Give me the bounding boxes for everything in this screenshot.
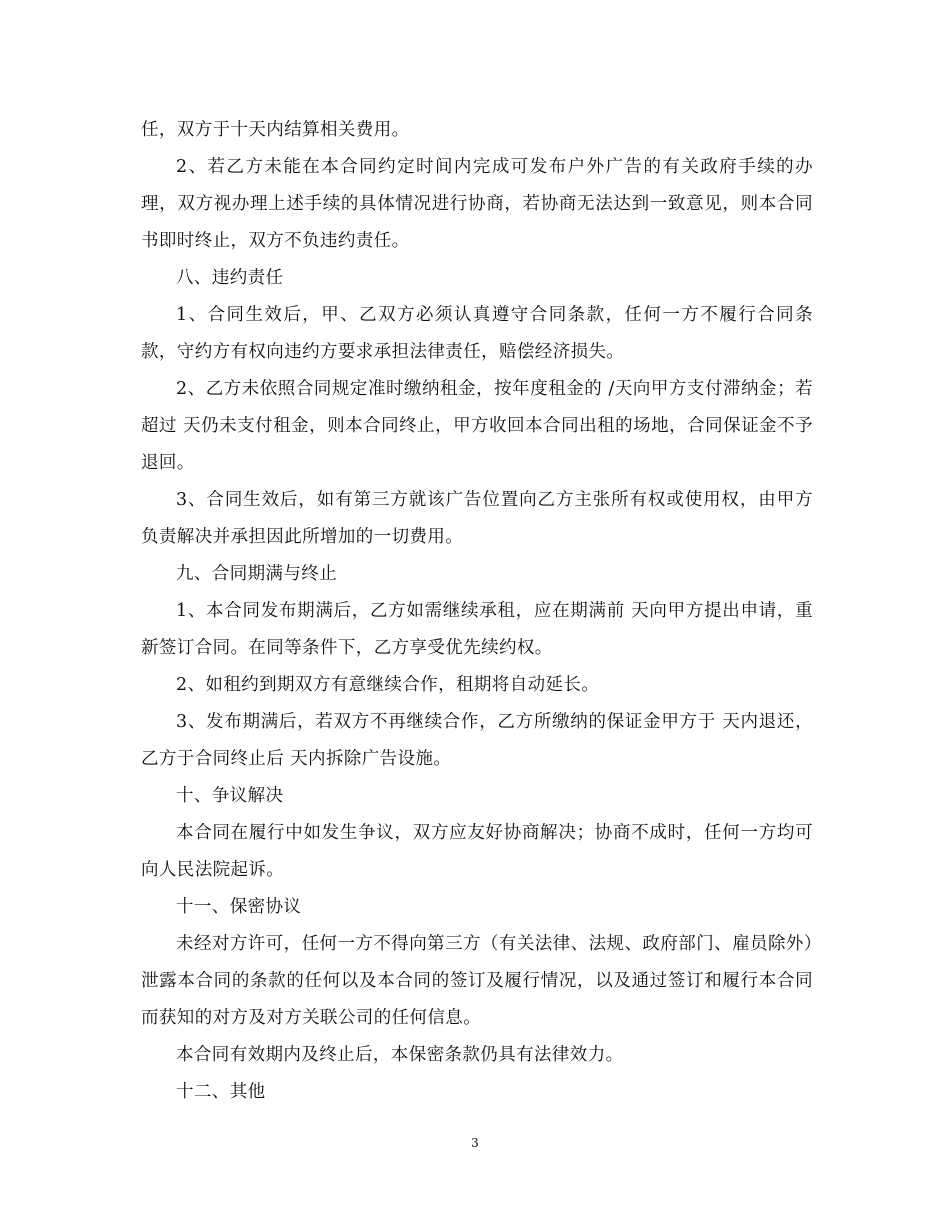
paragraph-clause-11-2: 本合同有效期内及终止后，本保密条款仍具有法律效力。 xyxy=(176,1045,624,1065)
section-heading-dispute-resolution: 十、争议解决 xyxy=(176,786,284,806)
section-heading-other: 十二、其他 xyxy=(176,1082,266,1102)
paragraph-clause-8-3: 3、合同生效后，如有第三方就该广告位置向乙方主张所有权或使用权，由甲方负责解决并承担因此所增加的一切费用。 xyxy=(141,490,813,547)
paragraph-clause-9-3: 3、发布期满后，若双方不再继续合作，乙方所缴纳的保证金甲方于 天内退还，乙方于合同终止后 天内拆除广告设施。 xyxy=(141,712,813,769)
section-heading-confidentiality: 十一、保密协议 xyxy=(176,897,302,917)
document-body xyxy=(141,112,813,1111)
paragraph-clause-7-2: 2、若乙方未能在本合同约定时间内完成可发布户外广告的有关政府手续的办理，双方视办理上述手续的具体情况进行协商，若协商无法达到一致意见，则本合同书即时终止，双方不负违约责任。 xyxy=(141,157,813,251)
paragraph-clause-9-1: 1、本合同发布期满后，乙方如需继续承租，应在期满前 天向甲方提出申请，重新签订合同。在同等条件下，乙方享受优先续约权。 xyxy=(141,601,813,658)
section-heading-expiry-termination: 九、合同期满与终止 xyxy=(176,564,338,584)
paragraph-clause-8-1: 1、合同生效后，甲、乙双方必须认真遵守合同条款，任何一方不履行合同条款，守约方有权向违约方要求承担法律责任，赔偿经济损失。 xyxy=(141,305,813,362)
paragraph-clause-9-2: 2、如租约到期双方有意继续合作，租期将自动延长。 xyxy=(176,675,600,695)
paragraph-continuation: 任，双方于十天内结算相关费用。 xyxy=(141,120,410,140)
paragraph-clause-10: 本合同在履行中如发生争议，双方应友好协商解决；协商不成时，任何一方均可向人民法院起诉。 xyxy=(141,823,813,880)
section-heading-breach-liability: 八、违约责任 xyxy=(176,268,284,288)
paragraph-clause-8-2: 2、乙方未依照合同规定准时缴纳租金，按年度租金的 /天向甲方支付滞纳金；若超过 天仍未支付租金，则本合同终止，甲方收回本合同出租的场地，合同保证金不予退回。 xyxy=(141,379,813,473)
page-number: 3 xyxy=(471,1136,479,1150)
paragraph-clause-11-1: 未经对方许可，任何一方不得向第三方（有关法律、法规、政府部门、雇员除外）泄露本合同的条款的任何以及本合同的签订及履行情况，以及通过签订和履行本合同而获知的对方及对方关联公司的任何信息。 xyxy=(141,934,813,1028)
